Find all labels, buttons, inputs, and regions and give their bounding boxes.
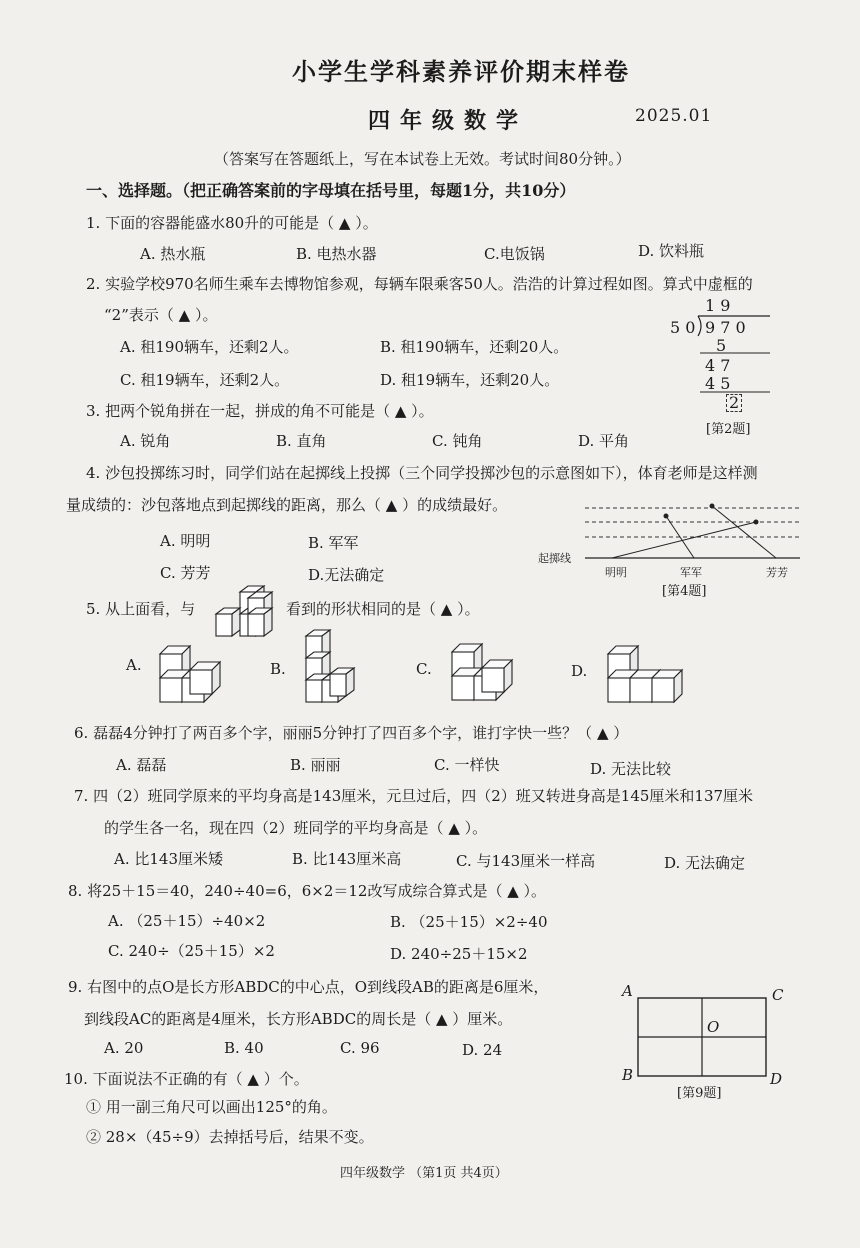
q5-option-d-label: D. [571, 662, 588, 680]
q8-option-d: D. 240÷25＋15×2 [390, 945, 528, 963]
division-remainder-box: 2 [726, 394, 742, 412]
q8-text: 8. 将25＋15＝40，240÷40=6，6×2＝12改写成综合算式是（ ▲ ）。 [68, 882, 547, 900]
division-divisor: 5 0 [670, 318, 696, 337]
q3-option-d: D. 平角 [578, 432, 630, 450]
q9-text-line2: 到线段AC的距离是4厘米，长方形ABDC的周长是（ ▲ ）厘米。 [84, 1010, 513, 1028]
division-step2: 4 7 [705, 356, 731, 375]
q7-text-line1: 7. 四（2）班同学原来的平均身高是143厘米，元旦过后，四（2）班又转进身高是145厘米和137厘米 [74, 787, 754, 805]
q5-option-b-label: B. [270, 660, 286, 678]
throw-label-fangfang: 芳芳 [766, 566, 788, 579]
q2-option-d: D. 租19辆车，还剩20人。 [380, 371, 560, 389]
q4-text-line1: 4. 沙包投掷练习时，同学们站在起掷线上投掷（三个同学投掷沙包的示意图如下），体育老师是这样测 [86, 464, 758, 482]
throw-label-mingming: 明明 [605, 566, 627, 579]
q2-option-c: C. 租19辆车，还剩2人。 [120, 371, 290, 389]
q9-option-c: C. 96 [340, 1039, 380, 1057]
q4-option-d: D.无法确定 [308, 566, 385, 584]
q4-option-a: A. 明明 [160, 532, 211, 550]
q3-option-c: C. 钝角 [432, 432, 483, 450]
q5-option-a-label: A. [126, 656, 142, 674]
q6-option-a: A. 磊磊 [116, 756, 167, 774]
q5-text-after: 看到的形状相同的是（ ▲ ）。 [286, 600, 480, 618]
q5-option-c-label: C. [416, 660, 432, 678]
q4-caption: [第4题] [662, 584, 707, 599]
q2-text-line1: 2. 实验学校970名师生乘车去博物馆参观，每辆车限乘客50人。浩浩的计算过程如图。算式中虚框的 [86, 275, 753, 293]
q3-option-a: A. 锐角 [120, 432, 171, 450]
q4-option-c: C. 芳芳 [160, 564, 211, 582]
section-heading: 一、选择题。（把正确答案前的字母填在括号里，每题1分，共10分） [86, 181, 576, 200]
q1-option-d: D. 饮料瓶 [638, 242, 705, 260]
q6-text: 6. 磊磊4分钟打了两百多个字，丽丽5分钟打了四百多个字，谁打字快一些？（ ▲ ） [74, 724, 629, 742]
q2-option-a: A. 租190辆车，还剩2人。 [120, 338, 299, 356]
q3-option-b: B. 直角 [276, 432, 327, 450]
point-o-label: O [707, 1018, 720, 1036]
point-a-label: A [622, 982, 633, 1000]
q3-text: 3. 把两个锐角拼在一起，拼成的角不可能是（ ▲ ）。 [86, 402, 434, 420]
q10-statement-2: ② 28×（45÷9）去掉括号后，结果不变。 [86, 1128, 374, 1146]
q6-option-d: D. 无法比较 [590, 760, 672, 778]
q9-option-d: D. 24 [462, 1041, 503, 1059]
throw-line-label: 起掷线 [538, 552, 571, 565]
q9-text-line1: 9. 右图中的点O是长方形ABDC的中心点，O到线段AB的距离是6厘米， [68, 978, 549, 996]
point-c-label: C [772, 986, 784, 1004]
q7-text-line2: 的学生各一名，现在四（2）班同学的平均身高是（ ▲ ）。 [104, 819, 488, 837]
q10-statement-1: ① 用一副三角尺可以画出125°的角。 [86, 1098, 337, 1116]
division-step1: 5 [716, 336, 727, 355]
q8-option-c: C. 240÷（25＋15）×2 [108, 942, 275, 960]
q1-option-c: C.电饭锅 [484, 245, 545, 263]
exam-date: 2025.01 [635, 106, 713, 126]
q1-option-b: B. 电热水器 [296, 245, 377, 263]
q6-option-b: B. 丽丽 [290, 756, 341, 774]
q5-text-before: 5. 从上面看，与 [86, 600, 196, 618]
point-d-label: D [770, 1070, 783, 1088]
exam-title: 小学生学科素养评价期末样卷 [292, 57, 630, 86]
throw-label-junjun: 军军 [680, 566, 702, 579]
exam-note: （答案写在答题纸上，写在本试卷上无效。考试时间80分钟。） [214, 150, 631, 168]
exam-subtitle: 四年级数学 [368, 108, 529, 134]
q8-option-a: A. （25＋15）÷40×2 [108, 912, 266, 930]
division-dividend: 9 7 0 [705, 318, 746, 337]
q9-option-b: B. 40 [224, 1039, 264, 1057]
q1-option-a: A. 热水瓶 [140, 245, 206, 263]
division-quotient: 1 9 [705, 296, 731, 315]
q4-text-line2: 量成绩的：沙包落地点到起掷线的距离，那么（ ▲ ）的成绩最好。 [66, 496, 508, 514]
q9-option-a: A. 20 [104, 1039, 144, 1057]
q10-text: 10. 下面说法不正确的有（ ▲ ）个。 [64, 1070, 309, 1088]
division-step3: 4 5 [705, 374, 731, 393]
q7-option-b: B. 比143厘米高 [292, 850, 402, 868]
q7-option-d: D. 无法确定 [664, 854, 746, 872]
q2-caption: [第2题] [706, 422, 751, 437]
q1-text: 1. 下面的容器能盛水80升的可能是（ ▲ ）。 [86, 214, 378, 232]
q2-option-b: B. 租190辆车，还剩20人。 [380, 338, 569, 356]
q4-option-b: B. 军军 [308, 534, 359, 552]
q9-caption: [第9题] [677, 1086, 722, 1101]
q8-option-b: B. （25＋15）×2÷40 [390, 913, 548, 931]
q6-option-c: C. 一样快 [434, 756, 500, 774]
q7-option-a: A. 比143厘米矮 [114, 850, 223, 868]
page-footer: 四年级数学 （第1页 共4页） [340, 1166, 508, 1181]
point-b-label: B [622, 1066, 634, 1084]
q2-text-line2: “2”表示（ ▲ ）。 [104, 306, 218, 324]
q7-option-c: C. 与143厘米一样高 [456, 852, 596, 870]
